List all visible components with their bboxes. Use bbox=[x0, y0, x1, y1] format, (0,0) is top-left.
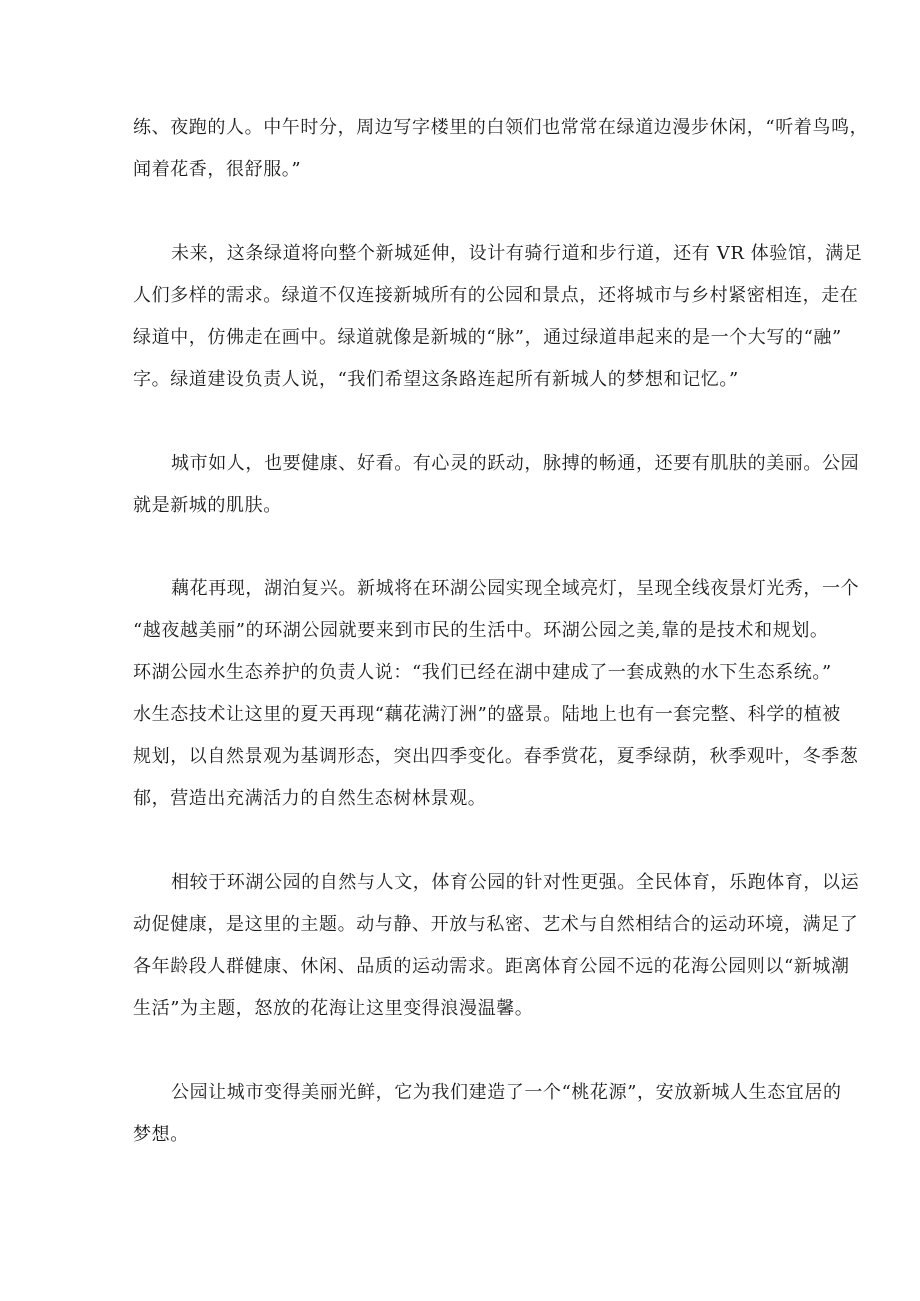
paragraph-4-line-2: “越夜越美丽”的环湖公园就要来到市民的生活中。环湖公园之美,靠的是技术和规划。 bbox=[133, 620, 829, 641]
paragraph-5-line-3: 各年龄段人群健康、休闲、品质的运动需求。距离体育公园不远的花海公园则以“新城潮 bbox=[133, 956, 850, 977]
paragraph-4-line-6: 郁，营造出充满活力的自然生态树林景观。 bbox=[133, 788, 487, 809]
paragraph-6-line-1: 公园让城市变得美丽光鲜，它为我们建造了一个“桃花源”，安放新城人生态宜居的 bbox=[171, 1082, 842, 1103]
paragraph-2-line-2: 人们多样的需求。绿道不仅连接新城所有的公园和景点，还将城市与乡村紧密相连，走在 bbox=[133, 285, 859, 306]
paragraph-3-line-1: 城市如人，也要健康、好看。有心灵的跃动，脉搏的畅通，还要有肌肤的美丽。公园 bbox=[171, 453, 860, 474]
paragraph-2-line-4: 字。绿道建设负责人说，“我们希望这条路连起所有新城人的梦想和记忆。” bbox=[133, 369, 739, 390]
paragraph-5-line-4: 生活”为主题，怒放的花海让这里变得浪漫温馨。 bbox=[133, 998, 534, 1019]
paragraph-6-line-2: 梦想。 bbox=[133, 1124, 189, 1145]
paragraph-4-line-1: 藕花再现，湖泊复兴。新城将在环湖公园实现全域亮灯，呈现全线夜景灯光秀，一个 bbox=[171, 578, 860, 599]
paragraph-2-line-3: 绿道中，仿佛走在画中。绿道就像是新城的“脉”，通过绿道串起来的是一个大写的“融” bbox=[133, 327, 842, 348]
paragraph-3-line-2: 就是新城的肌肤。 bbox=[133, 495, 282, 516]
paragraph-1-line-1: 练、夜跑的人。中午时分，周边写字楼里的白领们也常常在绿道边漫步休闲，“听着鸟鸣， bbox=[133, 117, 869, 138]
paragraph-1-line-2: 闻着花香，很舒服。” bbox=[133, 159, 302, 180]
paragraph-4-line-4: 水生态技术让这里的夏天再现“藕花满汀洲”的盛景。陆地上也有一套完整、科学的植被 bbox=[133, 704, 841, 725]
paragraph-5-line-2: 动促健康，是这里的主题。动与静、开放与私密、艺术与自然相结合的运动环境，满足了 bbox=[133, 914, 859, 935]
paragraph-4-line-5: 规划，以自然景观为基调形态，突出四季变化。春季赏花，夏季绿荫，秋季观叶，冬季葱 bbox=[133, 746, 859, 767]
paragraph-4-line-3: 环湖公园水生态养护的负责人说：“我们已经在湖中建成了一套成熟的水下生态系统。” bbox=[133, 662, 832, 683]
paragraph-2-line-1: 未来，这条绿道将向整个新城延伸，设计有骑行道和步行道，还有 VR 体验馆，满足 bbox=[171, 243, 863, 264]
paragraph-5-line-1: 相较于环湖公园的自然与人文，体育公园的针对性更强。全民体育，乐跑体育，以运 bbox=[171, 872, 860, 893]
